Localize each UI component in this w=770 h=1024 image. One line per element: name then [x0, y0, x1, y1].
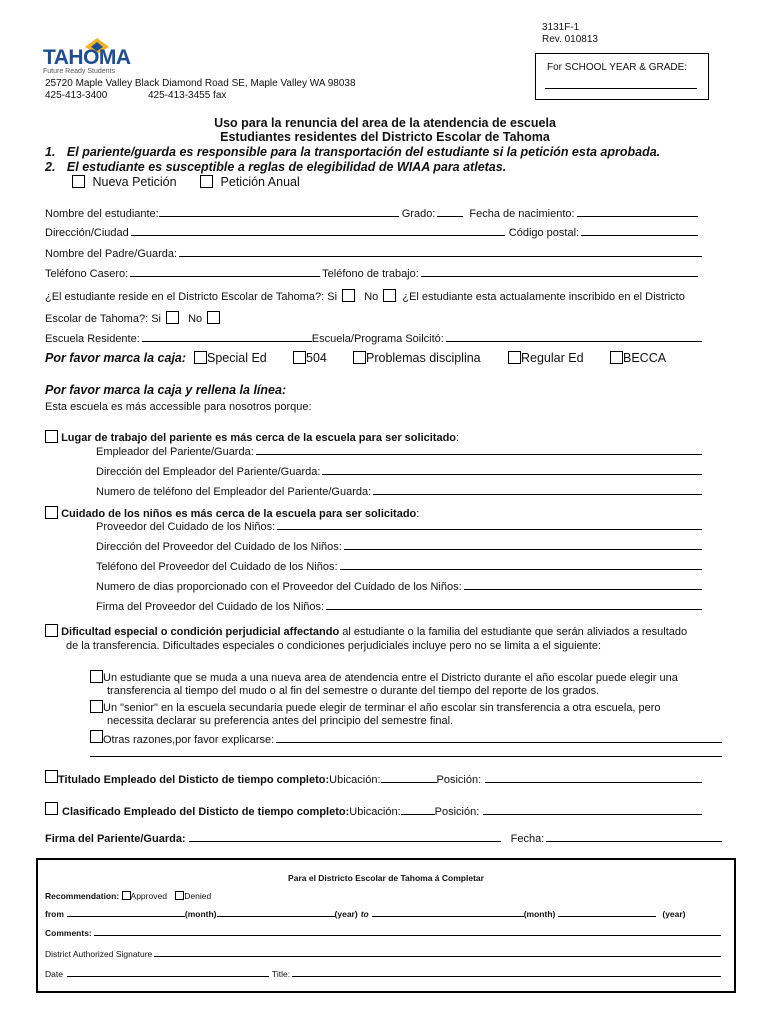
- new-petition-label: Nueva Petición: [92, 175, 177, 189]
- certificated-location-field[interactable]: [381, 774, 437, 783]
- provider-address-label: Dirección del Proveedor del Cuidado de los Niños:: [96, 541, 342, 553]
- instruction-num: 2.: [45, 160, 56, 174]
- logo-text: TAHOMA: [43, 46, 131, 69]
- resides-yes-checkbox[interactable]: [342, 289, 355, 302]
- district-signature-field[interactable]: [154, 950, 721, 957]
- from-year-label: (year): [334, 909, 358, 919]
- certificated-location-label: Ubicación:: [329, 774, 381, 786]
- requested-school-label: Escuela/Programa Soilcitó:: [311, 333, 444, 345]
- enrolled-no-label: No: [188, 313, 203, 325]
- discipline-checkbox[interactable]: [353, 351, 366, 364]
- district-signature-label: District Authorized Signature: [45, 949, 153, 959]
- provider-days-field[interactable]: [464, 581, 702, 590]
- office-use-box: [36, 858, 736, 993]
- from-label: from: [45, 909, 64, 919]
- employer-phone-label: Numero de teléfono del Empleador del Pariente/Guarda:: [96, 486, 372, 498]
- program-discipline: [353, 351, 481, 365]
- phone-row: [45, 268, 698, 280]
- employer-address-label: Dirección del Empleador del Pariente/Guarda:: [96, 466, 321, 478]
- enrolled-question-cont: Escolar de Tahoma?: Si: [45, 313, 161, 325]
- form-title: Uso para la renuncia del area de la atendencia de escuela: [214, 116, 556, 130]
- to-year-label: (year): [662, 909, 686, 919]
- district-logo: [43, 44, 131, 76]
- work-phone-label: Teléfono de trabajo:: [322, 268, 419, 280]
- parent-name-field[interactable]: [179, 248, 702, 257]
- to-month-field[interactable]: [372, 910, 524, 917]
- from-year-field[interactable]: [217, 910, 335, 917]
- parent-name-label: Nombre del Padre/Guarda:: [45, 248, 178, 260]
- student-name-label: Nombre del estudiante:: [45, 208, 159, 220]
- employer-address-field[interactable]: [322, 466, 702, 475]
- petition-type-group: [72, 175, 300, 189]
- reason-prompt: Por favor marca la caja y rellena la línea:: [45, 383, 287, 397]
- office-date-field[interactable]: [67, 970, 269, 977]
- hardship-text: al estudiante o la familia del estudiante que serán aliviados a resultado: [339, 626, 688, 638]
- parent-signature-field[interactable]: [189, 833, 501, 842]
- instruction-1: [45, 145, 660, 159]
- instruction-num: 1.: [45, 145, 56, 159]
- 504-label: 504: [306, 351, 327, 365]
- parent-row: [45, 248, 702, 260]
- requested-school-field[interactable]: [446, 333, 702, 342]
- provider-signature-field[interactable]: [326, 601, 702, 610]
- address-field[interactable]: [131, 227, 505, 236]
- employer-phone-field[interactable]: [373, 486, 702, 495]
- provider-phone-row: [96, 561, 702, 573]
- senior-text-cont: necessita declarar su preferencia antes del principio del semestre final.: [107, 715, 454, 727]
- resides-no-checkbox[interactable]: [383, 289, 396, 302]
- certificated-position-field[interactable]: [485, 774, 702, 783]
- discipline-label: Problemas disciplina: [366, 351, 481, 365]
- workplace-title: Lugar de trabajo del pariente es más cerca de la escuela para ser solicitado: [61, 432, 457, 444]
- provider-days-row: [96, 581, 702, 593]
- grade-box-line[interactable]: [545, 88, 697, 89]
- residency-row: [45, 289, 685, 303]
- program-becca: [610, 351, 666, 365]
- comments-field[interactable]: [94, 929, 721, 936]
- classified-title: Clasificado Empleado del Disticto de tiempo completo:: [62, 806, 350, 818]
- childcare-checkbox[interactable]: [45, 506, 58, 519]
- other-field[interactable]: [276, 734, 722, 743]
- hardship-text-cont: de la transferencia. Dificultades especiales o condiciones perjudiciales incluye pero no se limita a el siguiente:: [66, 640, 602, 652]
- comments-row: [45, 928, 721, 938]
- from-month-label: (month): [184, 909, 217, 919]
- annual-petition-label: Petición Anual: [220, 175, 300, 189]
- employer-field[interactable]: [256, 446, 702, 455]
- senior-checkbox[interactable]: [90, 700, 103, 713]
- resides-question: ¿El estudiante reside en el Districto Escolar de Tahoma?: Si: [45, 291, 338, 303]
- provider-row: [96, 521, 702, 533]
- address-row: [45, 227, 698, 239]
- senior-text: Un "senior" en la escuela secundaria puede elegir de terminar el año escolar sin transferencia a otra escuela, pero: [103, 702, 661, 714]
- office-title-label: Title:: [271, 969, 291, 979]
- district-signature-row: [45, 949, 721, 959]
- provider-signature-label: Firma del Proveedor del Cuidado de los Niños:: [96, 601, 325, 613]
- grade-label: Grado:: [401, 208, 436, 220]
- new-petition-checkbox[interactable]: [72, 175, 85, 188]
- resident-school-label: Escuela Residente:: [45, 333, 140, 345]
- classified-checkbox[interactable]: [45, 802, 58, 815]
- classified-row: [45, 802, 702, 818]
- becca-checkbox[interactable]: [610, 351, 623, 364]
- recommendation-label: Recommendation:: [45, 891, 120, 901]
- move-text: Un estudiante que se muda a una nueva area de atendencia entre el Districto durante el año escolar puede elegir una: [103, 672, 678, 684]
- program-504: [293, 351, 327, 365]
- regular-ed-label: Regular Ed: [521, 351, 584, 365]
- special-ed-label: Special Ed: [207, 351, 267, 365]
- work-phone-field[interactable]: [421, 268, 698, 277]
- employer-phone-row: [96, 486, 702, 498]
- classified-location-field[interactable]: [401, 806, 435, 815]
- date-title-row: [45, 969, 721, 979]
- provider-phone-field[interactable]: [340, 561, 702, 570]
- school-row: [45, 333, 702, 345]
- other-row: [90, 730, 722, 746]
- office-use-title: Para el Districto Escolar de Tahoma á Completar: [288, 873, 484, 883]
- logo-tagline: Future Ready Students: [43, 68, 115, 75]
- denied-checkbox[interactable]: [175, 891, 184, 900]
- hardship-option-2: [90, 700, 661, 714]
- enrolled-no-checkbox[interactable]: [207, 311, 220, 324]
- employer-label: Empleador del Pariente/Guarda:: [96, 446, 254, 458]
- grade-box-label: For SCHOOL YEAR & GRADE:: [547, 62, 688, 73]
- classified-location-label: Ubicación:: [349, 806, 401, 818]
- certificated-row: [45, 770, 702, 786]
- 504-checkbox[interactable]: [293, 351, 306, 364]
- employer-row: [96, 446, 702, 458]
- postal-code-label: Código postal:: [508, 227, 580, 239]
- move-checkbox[interactable]: [90, 670, 103, 683]
- certificated-checkbox[interactable]: [45, 770, 58, 783]
- grade-field[interactable]: [437, 208, 463, 217]
- provider-phone-label: Teléfono del Proveedor del Cuidado de los Niños:: [96, 561, 338, 573]
- regular-ed-checkbox[interactable]: [508, 351, 521, 364]
- classified-position-field[interactable]: [483, 806, 702, 815]
- hardship-checkbox[interactable]: [45, 624, 58, 637]
- denied-label: Denied: [184, 891, 212, 901]
- comments-label: Comments:: [45, 928, 92, 938]
- childcare-reason: Cuidado de los niños es más cerca de la escuela para ser solicitado:: [45, 506, 419, 520]
- enrolled-row: [45, 311, 220, 325]
- district-address: 25720 Maple Valley Black Diamond Road SE, Maple Valley WA 98038: [45, 78, 356, 89]
- classified-position-label: Posición:: [434, 806, 480, 818]
- provider-address-row: [96, 541, 702, 553]
- hardship-title: Dificultad especial o condición perjudicial affectando: [61, 626, 340, 638]
- special-ed-checkbox[interactable]: [194, 351, 207, 364]
- instruction-text: El estudiante es susceptible a reglas de elegibilidad de WIAA para atletas.: [66, 160, 507, 174]
- address-label: Dirección/Ciudad: [45, 227, 129, 239]
- becca-label: BECCA: [623, 351, 667, 365]
- approved-checkbox[interactable]: [122, 891, 131, 900]
- hardship-reason: [45, 624, 687, 638]
- enrolled-question: ¿El estudiante esta actualamente inscribido en el Districto: [402, 291, 685, 303]
- childcare-title: Cuidado de los niños es más cerca de la escuela para ser solicitado: [61, 508, 417, 520]
- program-regular-ed: [508, 351, 584, 365]
- student-row: [45, 208, 698, 220]
- signature-row: [45, 833, 722, 845]
- workplace-reason: Lugar de trabajo del pariente es más cerca de la escuela para ser solicitado:: [45, 430, 459, 444]
- office-title-field[interactable]: [292, 970, 721, 977]
- employer-address-row: [96, 466, 702, 478]
- instruction-text: El pariente/guarda es responsible para la transportación del estudiante si la petición esta aprobada.: [66, 145, 661, 159]
- instruction-2: [45, 160, 506, 174]
- district-fax: 425-413-3455 fax: [148, 90, 227, 101]
- provider-label: Proveedor del Cuidado de los Niños:: [96, 521, 276, 533]
- provider-signature-row: [96, 601, 702, 613]
- to-month-label: (month): [523, 909, 556, 919]
- district-phone: 425-413-3400: [45, 90, 108, 101]
- program-prompt: Por favor marca la caja: [45, 351, 182, 365]
- hardship-option-1: [90, 670, 678, 684]
- provider-address-field[interactable]: [344, 541, 702, 550]
- office-date-label: Date: [45, 969, 63, 979]
- approved-label: Approved: [130, 891, 167, 901]
- certificated-position-label: Posición:: [436, 774, 482, 786]
- provider-field[interactable]: [277, 521, 702, 530]
- home-phone-label: Teléfono Casero:: [45, 268, 129, 280]
- certificated-title: Titulado Empleado del Disticto de tiempo completo:: [58, 774, 330, 786]
- enrolled-yes-checkbox[interactable]: [166, 311, 179, 324]
- form-subtitle: Estudiantes residentes del Districto Escolar de Tahoma: [220, 130, 550, 144]
- move-text-cont: transferencia al tiempo del mudo o al fin del semestre o durante del tiempo del reporte de los grados.: [107, 685, 600, 697]
- resident-school-field[interactable]: [142, 333, 312, 342]
- home-phone-field[interactable]: [130, 268, 320, 277]
- student-name-field[interactable]: [159, 208, 399, 217]
- revision: Rev. 010813: [542, 34, 598, 45]
- recommendation-row: [45, 891, 211, 901]
- provider-days-label: Numero de dias proporcionado con el Proveedor del Cuidado de los Niños:: [96, 581, 462, 593]
- program-row: Por favor marca la caja:: [45, 351, 187, 365]
- birth-date-label: Fecha de nacimiento:: [469, 208, 575, 220]
- other-label: Otras razones,por favor explicarse:: [103, 734, 275, 746]
- postal-code-field[interactable]: [581, 227, 698, 236]
- to-year-field[interactable]: [558, 910, 656, 917]
- form-code: 3131F-1: [542, 22, 580, 33]
- other-field-line2[interactable]: [90, 756, 722, 757]
- signature-date-label: Fecha:: [510, 833, 545, 845]
- resides-no-label: No: [364, 291, 379, 303]
- signature-date-field[interactable]: [546, 833, 722, 842]
- from-month-field[interactable]: [67, 910, 185, 917]
- to-label: to: [360, 909, 369, 919]
- period-row: [45, 909, 686, 919]
- program-special-ed: [194, 351, 267, 365]
- annual-petition-checkbox[interactable]: [200, 175, 213, 188]
- workplace-checkbox[interactable]: [45, 430, 58, 443]
- birth-date-field[interactable]: [577, 208, 698, 217]
- grade-box: [535, 53, 709, 100]
- other-checkbox[interactable]: [90, 730, 103, 743]
- reason-intro: Esta escuela es más accessible para nosotros porque:: [45, 401, 312, 413]
- parent-signature-label: Firma del Pariente/Guarda:: [45, 833, 186, 845]
